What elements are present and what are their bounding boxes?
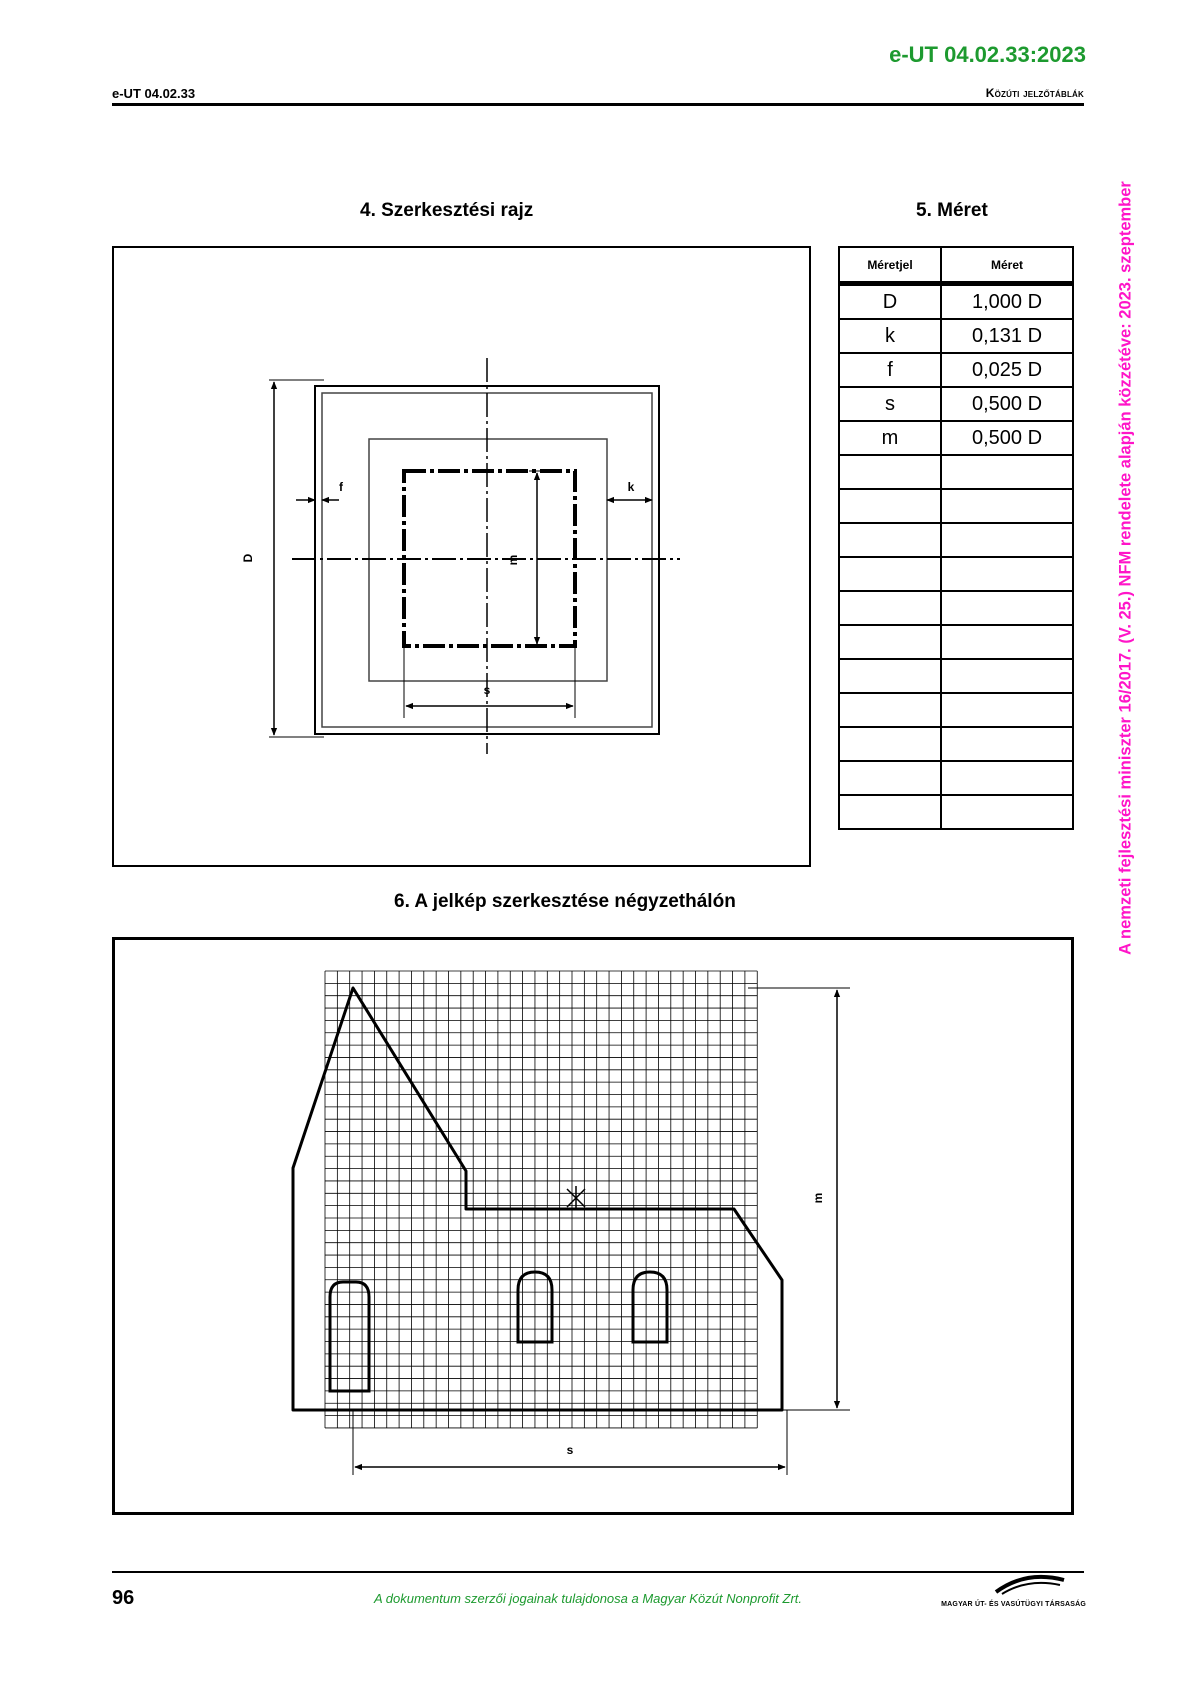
table-header-row [839,247,1073,284]
square-grid [325,971,757,1428]
symbol-cell [839,761,941,795]
section5-title: 5. Méret [916,200,988,221]
symbol-cell [839,693,941,727]
church-outline [293,988,782,1410]
value-cell [941,489,1073,523]
symbol-cell [839,659,941,693]
section4-title: 4. Szerkesztési rajz [360,200,534,221]
header-rule [112,103,1084,106]
table-row [839,693,1073,727]
value-cell: 1,000 D [941,284,1073,320]
table-row [839,727,1073,761]
symbol-cell [839,557,941,591]
section6-title: 6. A jelkép szerkesztése négyzethálón [394,891,736,912]
dimension-table [838,246,1074,830]
side-note-text: A nemzeti fejlesztési miniszter 16/2017. (V. 25.) NFM rendelete alapján közzétéve: 2023. szeptember [1116,181,1135,955]
grid-drawing-panel [112,937,1074,1515]
table-row [839,523,1073,557]
symbol-cell: k [839,319,941,353]
value-cell [941,557,1073,591]
symbol-cell [839,489,941,523]
logo-text: MAGYAR ÚT- ÉS VASÚTÜGYI TÁRSASÁG [941,1601,1086,1608]
value-cell: 0,131 D [941,319,1073,353]
table-row [839,591,1073,625]
value-cell [941,693,1073,727]
table-row [839,353,1073,387]
symbol-cell: m [839,421,941,455]
table-row [839,625,1073,659]
table-row [839,489,1073,523]
value-cell [941,591,1073,625]
value-cell [941,761,1073,795]
value-cell: 0,025 D [941,353,1073,387]
value-cell [941,523,1073,557]
table-row [839,557,1073,591]
dimension-k-label: k [627,480,635,494]
symbol-cell [839,727,941,761]
value-cell: 0,500 D [941,421,1073,455]
construction-drawing [114,248,813,869]
value-cell [941,455,1073,489]
construction-drawing-panel [112,246,811,867]
symbol-cell: D [839,284,941,320]
dimension-s-label: s [483,683,491,697]
header-right-text: Közúti jelzőtáblák [985,86,1084,100]
column-header-value: Méret [941,247,1073,284]
symbol-cell [839,455,941,489]
value-cell [941,659,1073,693]
table-row [839,421,1073,455]
value-cell [941,727,1073,761]
table-row [839,387,1073,421]
symbol-cell [839,591,941,625]
table-row [839,455,1073,489]
grid-drawing [115,940,1071,1512]
dimension-f-label: f [339,480,343,494]
table-row [839,795,1073,829]
dimension-s-label: s [566,1443,574,1457]
value-cell: 0,500 D [941,387,1073,421]
society-logo [936,1568,1086,1612]
header-left-text: e-UT 04.02.33 [112,86,196,101]
symbol-cell [839,795,941,829]
symbol-cell [839,625,941,659]
value-cell [941,795,1073,829]
center-mark-icon [567,1186,585,1210]
copyright-text: A dokumentum szerzői jogainak tulajdonosa a Magyar Közút Nonprofit Zrt. [373,1591,803,1606]
table-row [839,659,1073,693]
page-number: 96 [112,1587,135,1609]
column-header-symbol: Méretjel [839,247,941,284]
dimension-m-label: m [811,1192,825,1204]
table-row [839,284,1073,320]
symbol-cell: f [839,353,941,387]
symbol-cell [839,523,941,557]
dimension-D-label: D [241,553,255,563]
church-window-right [633,1272,667,1342]
table-row [839,761,1073,795]
value-cell [941,625,1073,659]
logo-swoosh-icon [936,1568,1086,1598]
document-code: e-UT 04.02.33:2023 [889,42,1086,67]
symbol-cell: s [839,387,941,421]
dimension-m-label: m [506,554,520,566]
table-row [839,319,1073,353]
